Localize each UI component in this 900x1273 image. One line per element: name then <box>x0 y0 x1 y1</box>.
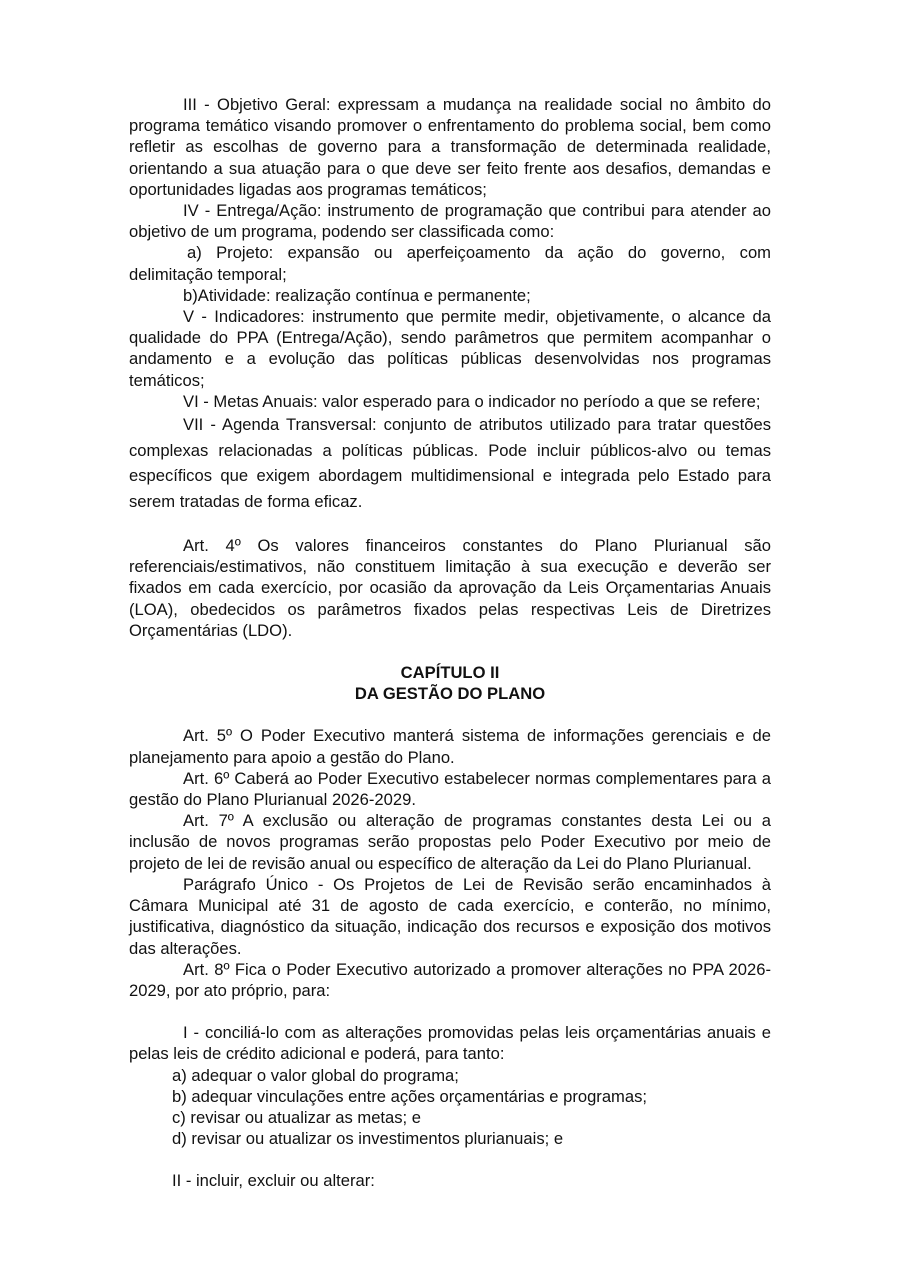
inciso-v: V - Indicadores: instrumento que permite medir, objetivamente, o alcance da qualidade do PPA (Entrega/Ação), sendo parâmetros que permitem acompanhar o andamento e a evolução das políticas públicas desenvolvidas nos programas temáticos; <box>129 307 771 390</box>
article-8-alinea-b: b) adequar vinculações entre ações orçamentárias e programas; <box>172 1086 648 1106</box>
chapter-number: CAPÍTULO II <box>400 663 500 683</box>
chapter-title: DA GESTÃO DO PLANO <box>354 684 546 704</box>
spacer <box>129 514 771 535</box>
article-4: Art. 4º Os valores financeiros constantes do Plano Plurianual são referenciais/estimativos, não constituem limitação à sua execução e deverão ser fixados em cada exercício, por ocasião da aprovação da Leis Orçamentarias Anuais (LOA), obedecidos os parâmetros fixados pelas respectivas Leis de Diretrizes Orçamentárias (LDO). <box>129 536 771 640</box>
article-8-inciso-ii: II - incluir, excluir ou alterar: <box>172 1171 375 1191</box>
article-6: Art. 6º Caberá ao Poder Executivo estabelecer normas complementares para a gestão do Plano Plurianual 2026-2029. <box>129 768 771 810</box>
inciso-vi: VI - Metas Anuais: valor esperado para o indicador no período a que se refere; <box>183 391 761 411</box>
inciso-iv-alinea-b: b)Atividade: realização contínua e permanente; <box>183 285 531 305</box>
spacer <box>129 641 771 662</box>
article-5: Art. 5º O Poder Executivo manterá sistema de informações gerenciais e de planejamento para apoio a gestão do Plano. <box>129 726 771 767</box>
inciso-iv-alinea-a: a) Projeto: expansão ou aperfeiçoamento da ação do governo, com delimitação temporal; <box>129 243 771 284</box>
article-8-alinea-d: d) revisar ou atualizar os investimentos plurianuais; e <box>172 1129 564 1149</box>
inciso-iv: IV - Entrega/Ação: instrumento de programação que contribui para atender ao objetivo de um programa, podendo ser classificada como: <box>129 201 771 242</box>
article-8-alinea-c: c) revisar ou atualizar as metas; e <box>172 1107 422 1127</box>
paragrafo-unico: Parágrafo Único - Os Projetos de Lei de Revisão serão encaminhados à Câmara Municipal até 31 de agosto de cada exercício, e conterão, no mínimo, justificativa, diagnóstico da situação, indicação dos recursos e exposição dos motivos das alterações. <box>129 874 771 958</box>
inciso-iii: III - Objetivo Geral: expressam a mudança na realidade social no âmbito do programa temático visando promover o enfrentamento do problema social, bem como refletir as escolhas de governo para a transformação de determinada realidade, orientando a sua atuação para o que deve ser feito frente aos desafios, demandas e oportunidades ligadas aos programas temáticos; <box>129 95 771 199</box>
document-page <box>129 94 771 1192</box>
article-8: Art. 8º Fica o Poder Executivo autorizado a promover alterações no PPA 2026-2029, por ato próprio, para: <box>129 959 771 1000</box>
spacer <box>129 1149 771 1170</box>
spacer <box>129 1001 771 1022</box>
article-7: Art. 7º A exclusão ou alteração de programas constantes desta Lei ou a inclusão de novos programas serão propostas pelo Poder Executivo por meio de projeto de lei de revisão anual ou específico de alteração da Lei do Plano Plurianual. <box>129 811 771 873</box>
spacer <box>129 704 771 725</box>
article-8-inciso-i: I - conciliá-lo com as alterações promovidas pelas leis orçamentárias anuais e pelas leis de crédito adicional e poderá, para tanto: <box>129 1023 771 1064</box>
inciso-vii: VII - Agenda Transversal: conjunto de atributos utilizado para tratar questões complexas relacionadas a políticas públicas. Pode incluir públicos-alvo ou temas específicos que exigem abordagem multidimensional e integrada pelo Estado para serem tratadas de forma eficaz. <box>129 415 771 511</box>
article-8-alinea-a: a) adequar o valor global do programa; <box>172 1065 459 1085</box>
